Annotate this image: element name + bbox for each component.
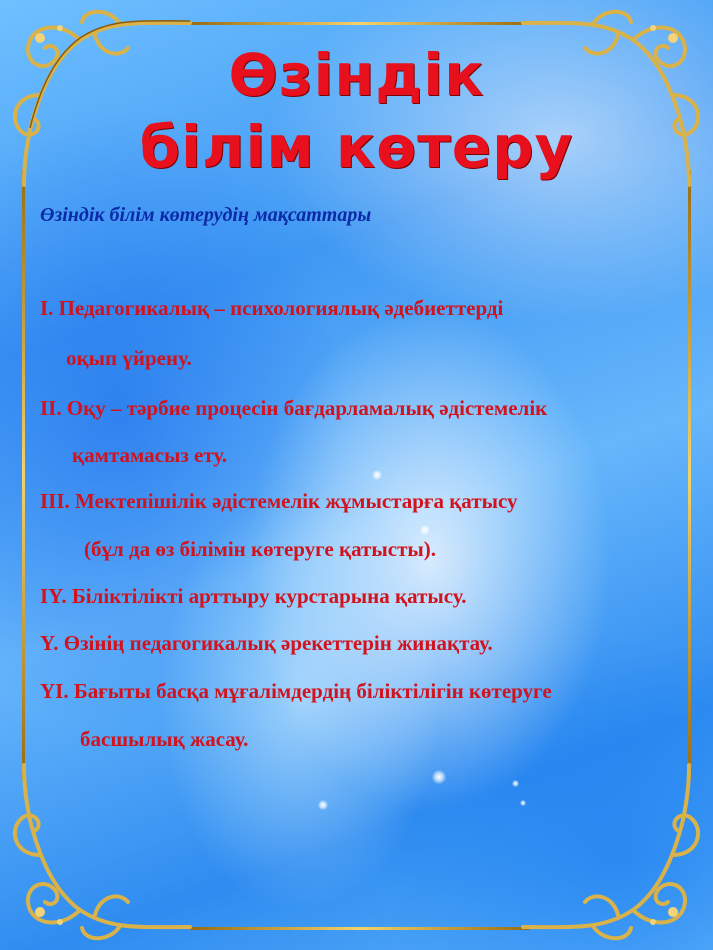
goal-item-3: ІІІ. Мектепішілік әдістемелік жұмыстарға қатысу: [40, 489, 518, 513]
sparkle-decoration: [372, 470, 382, 480]
goal-item-5: Y. Өзінің педагогикалық әрекеттерін жинақтау.: [40, 631, 493, 655]
frame-right-border: [688, 170, 691, 780]
frame-left-border: [22, 170, 25, 780]
sparkle-decoration: [432, 770, 446, 784]
page-title-line-2: білім көтеру: [139, 113, 574, 181]
goal-item-2-continued: қамтамасыз ету.: [72, 443, 228, 467]
goal-item-2: ІІ. Оқу – тәрбие процесін бағдарламалық әдістемелік: [40, 396, 548, 420]
frame-top-border: [190, 22, 530, 25]
sparkle-decoration: [318, 800, 328, 810]
goal-item-1: І. Педагогикалық – психологиялық әдебиеттерді: [40, 296, 504, 320]
page-title-line-1: Өзіндік: [228, 41, 485, 109]
sparkle-decoration: [512, 780, 519, 787]
goal-item-1-continued: оқып үйрену.: [66, 346, 192, 370]
goals-heading: Өзіндік білім көтерудің мақсаттары: [40, 204, 372, 226]
goal-item-6: YІ. Бағыты басқа мұғалімдердің біліктілігін көтеруге: [40, 679, 552, 703]
frame-bottom-border: [190, 927, 530, 930]
sparkle-decoration: [420, 525, 430, 535]
goal-item-6-continued: басшылық жасау.: [80, 727, 249, 751]
corner-ornament-bottom-right: [513, 760, 713, 950]
corner-ornament-bottom-left: [0, 760, 200, 950]
sparkle-decoration: [520, 800, 526, 806]
goal-item-4: ІY. Біліктілікті арттыру курстарына қатысу.: [40, 584, 467, 608]
goal-item-3-continued: (бұл да өз білімін көтеруге қатысты).: [84, 537, 437, 561]
